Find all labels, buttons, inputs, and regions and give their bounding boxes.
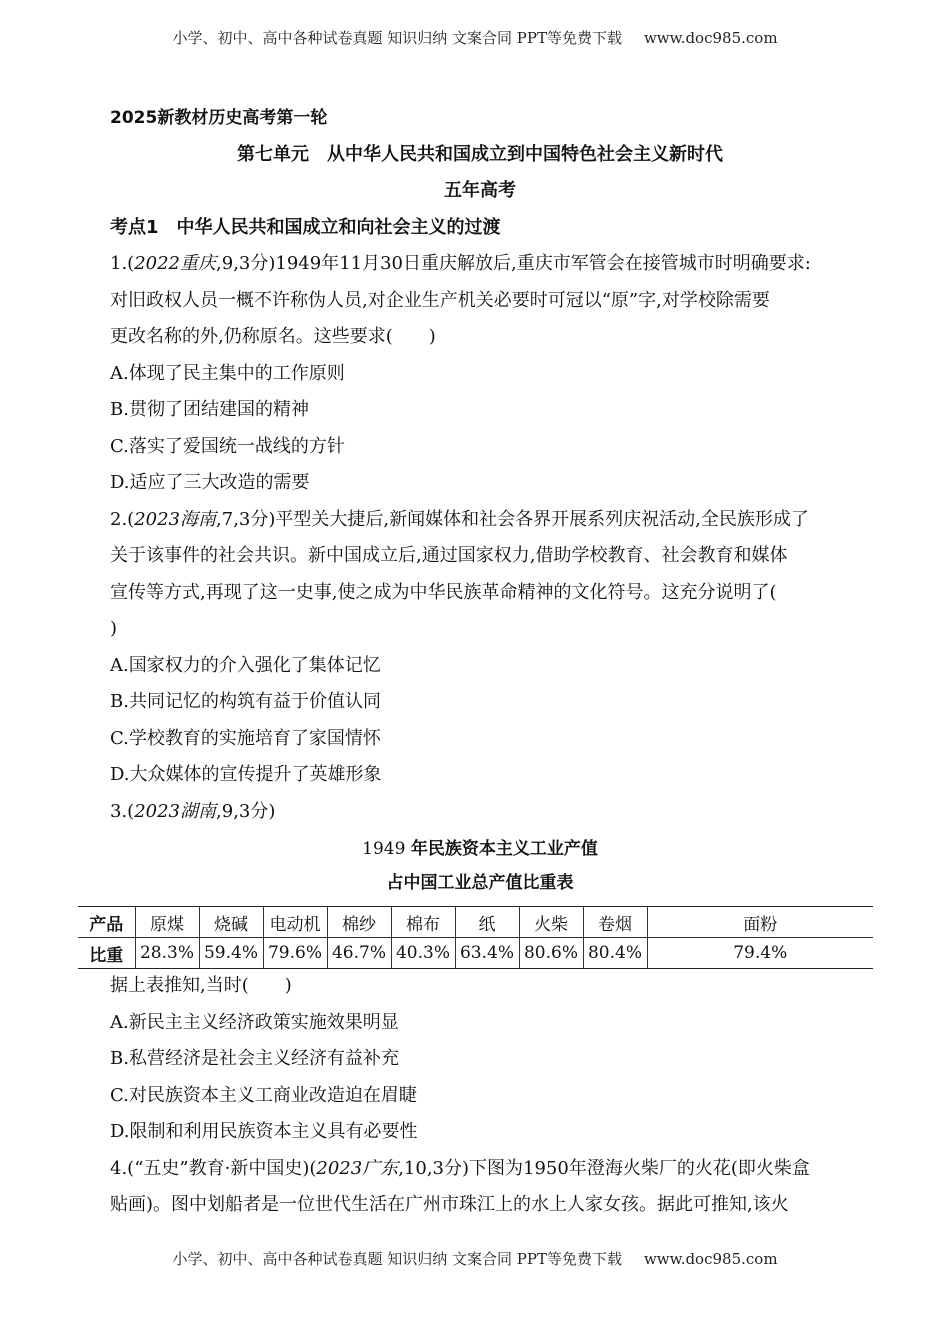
q1-option-c[interactable]: C.落实了爱国统一战线的方针 — [110, 435, 345, 457]
table-cell: 卷烟 — [583, 907, 647, 938]
topic-title: 中华人民共和国成立和向社会主义的过渡 — [176, 216, 501, 238]
q2-number: 2.( — [110, 508, 135, 530]
q1-stem-line: 对旧政权人员一概不许称伪人员,对企业生产机关必要时可冠以“原”字,对学校除需要 — [110, 289, 770, 311]
table-cell: 面粉 — [647, 907, 873, 938]
q1-option-b[interactable]: B.贯彻了团结建国的精神 — [110, 399, 309, 420]
q2-option-c[interactable]: C.学校教育的实施培育了家国情怀 — [110, 727, 381, 749]
document-body-continued — [110, 968, 850, 1224]
unit-title: 第七单元 从中华人民共和国成立到中国特色社会主义新时代 — [237, 143, 723, 165]
q4-source: 2023广东 — [316, 1157, 399, 1179]
q3-option-a[interactable]: A.新民主主义经济政策实施效果明显 — [110, 1011, 399, 1033]
q1-source: 2022重庆 — [134, 253, 217, 274]
header-url[interactable]: www.doc985.com — [643, 29, 778, 47]
table-cell: 63.4% — [455, 938, 519, 969]
q1-score: ,9,3分) — [216, 253, 276, 274]
table-cell: 79.4% — [647, 938, 873, 969]
q2-source: 2023海南 — [134, 508, 217, 530]
q1-option-d[interactable]: D.适应了三大改造的需要 — [110, 472, 310, 493]
table-cell: 80.6% — [519, 938, 583, 969]
table-cell: 79.6% — [263, 938, 327, 969]
q2-stem-line: 宣传等方式,再现了这一史事,使之成为中华民族革命精神的文化符号。这充分说明了( — [110, 581, 777, 603]
q4-score: ,10,3分) — [398, 1157, 470, 1179]
q4-stem-line: 下图为1950年澄海火柴厂的火花(即火柴盒 — [469, 1157, 810, 1179]
page-footer — [0, 1248, 950, 1269]
question-3 — [110, 794, 850, 901]
q2-option-a[interactable]: A.国家权力的介入强化了集体记忆 — [110, 654, 381, 676]
q3-option-c[interactable]: C.对民族资本主义工商业改造迫在眉睫 — [110, 1084, 417, 1106]
table-cell: 46.7% — [327, 938, 391, 969]
q3-number: 3.( — [110, 800, 135, 822]
q2-stem-line: 平型关大捷后,新闻媒体和社会各界开展系列庆祝活动,全民族形成了 — [275, 508, 809, 530]
header-text: 小学、初中、高中各种试卷真题 知识归纳 文案合同 PPT等免费下载 — [172, 29, 622, 47]
q4-number: 4.(“五史”教育·新中国史)( — [110, 1157, 317, 1179]
table-title-text: 年民族资本主义工业产值 — [410, 839, 598, 859]
page-header — [0, 27, 950, 48]
table-cell: 原煤 — [135, 907, 199, 938]
table-header-cell: 产品 — [78, 907, 135, 938]
table-cell: 28.3% — [135, 938, 199, 969]
footer-text: 小学、初中、高中各种试卷真题 知识归纳 文案合同 PPT等免费下载 — [172, 1250, 622, 1268]
table-subtitle: 占中国工业总产值比重表 — [386, 873, 574, 893]
ratio-table — [78, 906, 873, 969]
q2-option-b[interactable]: B.共同记忆的构筑有益于价值认同 — [110, 691, 381, 712]
table-cell: 40.3% — [391, 938, 455, 969]
table-title-year: 1949 — [362, 839, 406, 859]
q2-stem-line: 关于该事件的社会共识。新中国成立后,通过国家权力,借助学校教育、社会教育和媒体 — [110, 545, 788, 566]
question-4 — [110, 1151, 850, 1224]
table-cell: 烧碱 — [199, 907, 263, 938]
q3-option-d[interactable]: D.限制和利用民族资本主义具有必要性 — [110, 1121, 418, 1142]
table-cell: 火柴 — [519, 907, 583, 938]
table-title — [110, 832, 850, 866]
q2-stem-line: ) — [110, 618, 118, 639]
table-row — [78, 938, 873, 969]
q1-number: 1.( — [110, 253, 135, 274]
q3-score: ,9,3分) — [216, 800, 276, 822]
table-header-cell: 比重 — [78, 938, 135, 969]
section-title: 五年高考 — [444, 180, 516, 201]
question-1 — [110, 246, 850, 502]
topic-label: 考点1 — [110, 216, 159, 238]
q2-score: ,7,3分) — [216, 508, 276, 530]
table-cell: 棉纱 — [327, 907, 391, 938]
topic-heading — [110, 210, 850, 247]
table-cell: 电动机 — [263, 907, 327, 938]
q2-option-d[interactable]: D.大众媒体的宣传提升了英雄形象 — [110, 764, 382, 785]
q1-stem-line: 1949年11月30日重庆解放后,重庆市军管会在接管城市时明确要求: — [275, 253, 811, 274]
document-body — [110, 100, 850, 900]
q4-stem-line: 贴画)。图中划船者是一位世代生活在广州市珠江上的水上人家女孩。据此可推知,该火 — [110, 1194, 789, 1215]
table-cell: 80.4% — [583, 938, 647, 969]
table-cell: 59.4% — [199, 938, 263, 969]
q3-source: 2023湖南 — [134, 800, 217, 822]
table-cell: 棉布 — [391, 907, 455, 938]
table-cell: 纸 — [455, 907, 519, 938]
q3-stem: 据上表推知,当时( ) — [110, 975, 292, 996]
q3-option-b[interactable]: B.私营经济是社会主义经济有益补充 — [110, 1048, 399, 1069]
q1-option-a[interactable]: A.体现了民主集中的工作原则 — [110, 362, 345, 384]
footer-url[interactable]: www.doc985.com — [643, 1250, 778, 1268]
document-title: 2025新教材历史高考第一轮 — [110, 108, 328, 128]
q1-stem-line: 更改名称的外,仍称原名。这些要求( ) — [110, 326, 436, 347]
table-row — [78, 907, 873, 938]
question-2 — [110, 502, 850, 794]
